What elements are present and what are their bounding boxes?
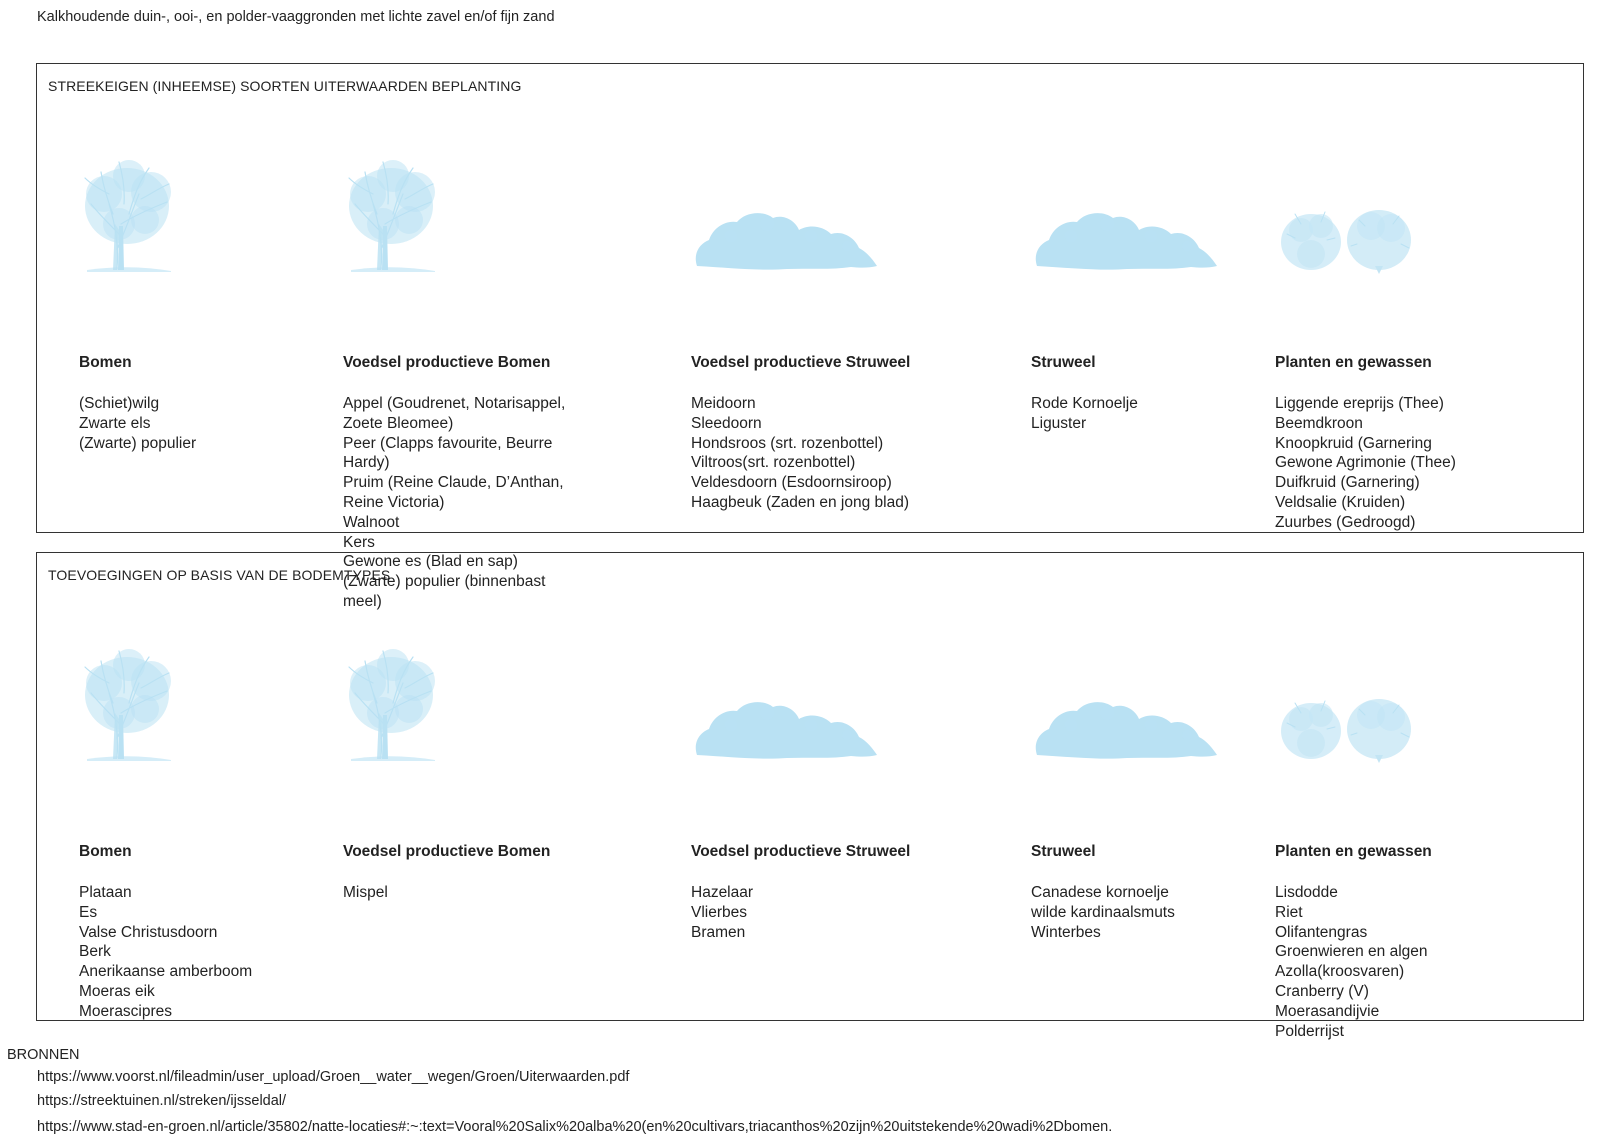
species-item: Lisdodde: [1275, 884, 1338, 901]
species-item: Winterbes: [1031, 923, 1101, 941]
species-list: [1031, 883, 1281, 942]
species-item: Pruim (Reine Claude, D’Anthan,: [343, 474, 564, 492]
section-title: TOEVOEGINGEN OP BASIS VAN DE BODEMTYPES: [48, 567, 391, 583]
shrub-icon: [1031, 154, 1221, 274]
column-heading: Planten en gewassen: [1275, 843, 1432, 860]
species-item: Viltroos(srt. rozenbottel): [691, 454, 856, 472]
species-item: Valse Christusdoorn: [79, 923, 218, 941]
source-link[interactable]: https://www.stad-en-groen.nl/article/35802/natte-locaties#:~:text=Vooral%20Salix%20alba%20(en%20cultivars,triacanthos%20zijn%20uitstekende%20wadi%2Dbomen.: [37, 1119, 1113, 1135]
column-heading: Voedsel productieve Struweel: [691, 843, 911, 860]
species-list: [691, 394, 941, 513]
species-item: Moerasandijvie: [1275, 1002, 1380, 1020]
section-soil-additions: [36, 552, 1584, 1040]
tree-icon: [343, 643, 453, 763]
species-item: Groenwieren en algen: [1275, 943, 1428, 961]
species-item: Liggende ereprijs (Thee): [1275, 395, 1444, 412]
tree-icon: [343, 154, 453, 274]
column-heading: Struweel: [1031, 843, 1096, 860]
page-title: Kalkhoudende duin-, ooi-, en polder-vaaggronden met lichte zavel en/of fijn zand: [37, 9, 555, 25]
species-item: Zwarte els: [79, 414, 151, 432]
species-item: Hardy): [343, 454, 390, 472]
species-item: Gewone Agrimonie (Thee): [1275, 454, 1456, 472]
species-item: Gewone es (Blad en sap): [343, 553, 518, 571]
species-item: Rode Kornoelje: [1031, 395, 1138, 412]
shrub-icon: [691, 154, 881, 274]
species-item: Olifantengras: [1275, 923, 1368, 941]
species-item: Reine Victoria): [343, 493, 445, 511]
species-list: [1275, 883, 1525, 1041]
species-list: [79, 883, 329, 1022]
column-heading: Planten en gewassen: [1275, 354, 1432, 371]
plants-icon: [1275, 154, 1425, 274]
species-item: Riet: [1275, 903, 1303, 921]
column-heading: Voedsel productieve Bomen: [343, 354, 551, 371]
sources-label: BRONNEN: [7, 1047, 80, 1063]
species-item: (Zwarte) populier (binnenbast: [343, 573, 546, 591]
species-item: Bramen: [691, 923, 746, 941]
species-item: Mispel: [343, 884, 388, 901]
species-item: Azolla(kroosvaren): [1275, 963, 1405, 981]
species-list: [1031, 394, 1281, 434]
species-item: Cranberry (V): [1275, 982, 1369, 1000]
species-item: Es: [79, 903, 98, 921]
species-item: Haagbeuk (Zaden en jong blad): [691, 493, 910, 511]
column-heading: Bomen: [79, 843, 132, 860]
species-list: [1275, 394, 1525, 533]
species-item: Hazelaar: [691, 884, 754, 901]
species-item: Peer (Clapps favourite, Beurre: [343, 434, 553, 452]
species-item: Zuurbes (Gedroogd): [1275, 513, 1416, 531]
source-link[interactable]: https://streektuinen.nl/streken/ijsseldal/: [37, 1093, 287, 1109]
species-item: Anerikaanse amberboom: [79, 963, 253, 981]
shrub-icon: [1031, 643, 1221, 763]
column-heading: Voedsel productieve Bomen: [343, 843, 551, 860]
shrub-icon: [691, 643, 881, 763]
species-item: Walnoot: [343, 513, 400, 531]
species-item: Vlierbes: [691, 903, 747, 921]
species-item: Sleedoorn: [691, 414, 762, 432]
species-list: [79, 394, 329, 453]
species-item: (Schiet)wilg: [79, 395, 160, 412]
species-item: Meidoorn: [691, 395, 756, 412]
species-item: wilde kardinaalsmuts: [1031, 903, 1175, 921]
species-item: meel): [343, 592, 382, 610]
species-list: [343, 883, 593, 903]
species-item: Kers: [343, 533, 375, 551]
column-heading: Bomen: [79, 354, 132, 371]
species-item: Beemdkroon: [1275, 414, 1363, 432]
section-title: STREEKEIGEN (INHEEMSE) SOORTEN UITERWAARDEN BEPLANTING: [48, 78, 522, 94]
species-item: Duifkruid (Garnering): [1275, 474, 1420, 492]
species-item: Moeras eik: [79, 982, 155, 1000]
species-item: Liguster: [1031, 414, 1087, 432]
species-item: (Zwarte) populier: [79, 434, 197, 452]
species-item: Moerascipres: [79, 1002, 173, 1020]
tree-icon: [79, 643, 189, 763]
species-item: Knoopkruid (Garnering: [1275, 434, 1432, 452]
species-item: Plataan: [79, 884, 132, 901]
species-item: Hondsroos (srt. rozenbottel): [691, 434, 884, 452]
species-item: Appel (Goudrenet, Notarisappel,: [343, 395, 566, 412]
tree-icon: [79, 154, 189, 274]
species-item: Canadese kornoelje: [1031, 884, 1169, 901]
column-heading: Struweel: [1031, 354, 1096, 371]
species-item: Veldsalie (Kruiden): [1275, 493, 1406, 511]
plants-icon: [1275, 643, 1425, 763]
species-item: Polderrijst: [1275, 1022, 1344, 1040]
species-item: Berk: [79, 943, 111, 961]
source-link[interactable]: https://www.voorst.nl/fileadmin/user_upload/Groen__water__wegen/Groen/Uiterwaarden.pdf: [37, 1069, 630, 1085]
species-item: Zoete Bleomee): [343, 414, 454, 432]
column-heading: Voedsel productieve Struweel: [691, 354, 911, 371]
species-item: Veldesdoorn (Esdoornsiroop): [691, 474, 892, 492]
species-list: [691, 883, 941, 942]
